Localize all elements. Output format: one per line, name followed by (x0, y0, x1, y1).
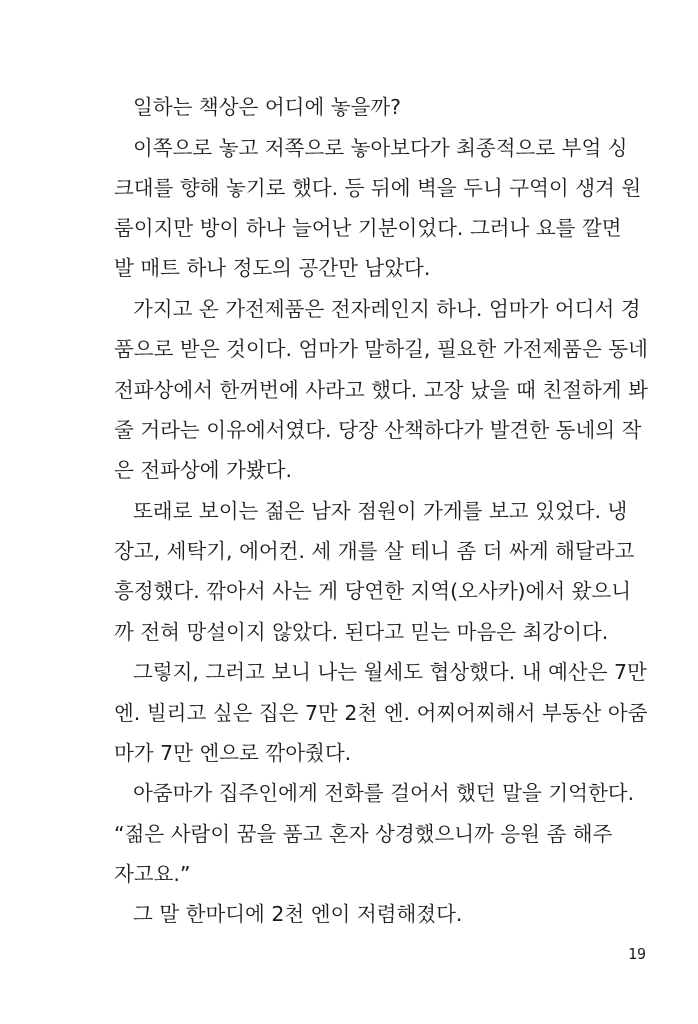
text-line: 이쪽으로 놓고 저쪽으로 놓아보다가 최종적으로 부엌 싱 (133, 136, 628, 160)
text-line: 품으로 받은 것이다. 엄마가 말하길, 필요한 가전제품은 동네 (114, 337, 648, 361)
text-line: “젊은 사람이 꿈을 품고 혼자 상경했으니까 응원 좀 해주 (114, 822, 613, 846)
text-line: 가지고 온 가전제품은 전자레인지 하나. 엄마가 어디서 경 (133, 297, 641, 321)
text-line: 아줌마가 집주인에게 전화를 걸어서 했던 말을 기억한다. (133, 781, 635, 805)
text-line: 그렇지, 그러고 보니 나는 월세도 협상했다. 내 예산은 7만 (133, 660, 647, 684)
text-line: 마가 7만 엔으로 깎아줬다. (114, 741, 352, 765)
text-line: 룸이지만 방이 하나 늘어난 기분이었다. 그러나 요를 깔면 (114, 216, 622, 240)
text-line: 장고, 세탁기, 에어컨. 세 개를 살 테니 좀 더 싸게 해달라고 (114, 539, 635, 563)
text-line: 전파상에서 한꺼번에 사라고 했다. 고장 났을 때 친절하게 봐 (114, 378, 648, 402)
text-line: 까 전혀 망설이지 않았다. 된다고 믿는 마음은 최강이다. (114, 620, 609, 644)
text-line: 또래로 보이는 젊은 남자 점원이 가게를 보고 있었다. 냉 (133, 499, 628, 523)
text-line: 엔. 빌리고 싶은 집은 7만 2천 엔. 어찌어찌해서 부동산 아줌 (114, 701, 648, 725)
text-line: 줄 거라는 이유에서였다. 당장 산책하다가 발견한 동네의 작 (114, 418, 642, 442)
text-line: 크대를 향해 놓기로 했다. 등 뒤에 벽을 두니 구역이 생겨 원 (114, 176, 642, 200)
text-line: 은 전파상에 가봤다. (114, 458, 292, 482)
text-line: 일하는 책상은 어디에 놓을까? (133, 95, 402, 119)
text-line: 발 매트 하나 정도의 공간만 남았다. (114, 256, 431, 280)
page-number: 19 (627, 945, 646, 963)
text-line: 흥정했다. 깎아서 사는 게 당연한 지역(오사카)에서 왔으니 (114, 579, 632, 603)
text-line: 그 말 한마디에 2천 엔이 저렴해졌다. (133, 902, 463, 926)
text-line: 자고요.” (114, 862, 191, 886)
